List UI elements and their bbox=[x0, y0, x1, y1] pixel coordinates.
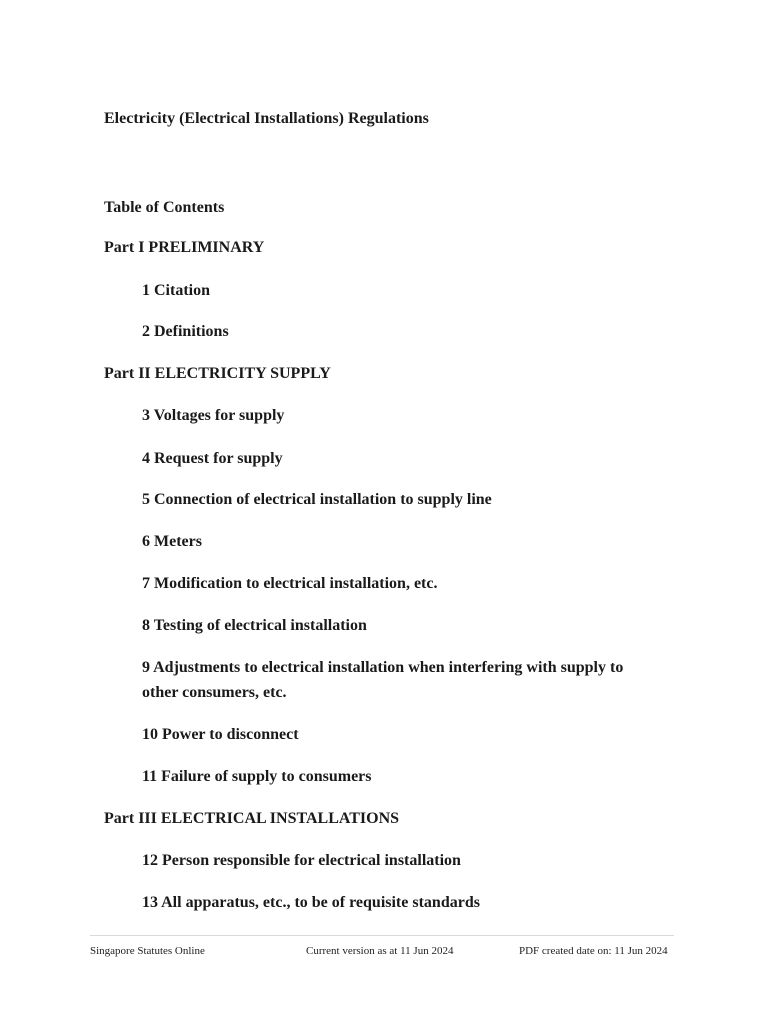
toc-part-heading[interactable]: Part III ELECTRICAL INSTALLATIONS bbox=[104, 810, 400, 827]
toc-section-entry[interactable]: 12 Person responsible for electrical installation bbox=[142, 852, 461, 869]
toc-section-entry[interactable]: 4 Request for supply bbox=[142, 450, 283, 467]
document-title: Electricity (Electrical Installations) Regulations bbox=[104, 110, 429, 127]
toc-section-entry[interactable]: 5 Connection of electrical installation to supply line bbox=[142, 491, 492, 508]
toc-section-entry[interactable]: 13 All apparatus, etc., to be of requisite standards bbox=[142, 894, 480, 911]
toc-section-entry[interactable]: 10 Power to disconnect bbox=[142, 726, 299, 743]
toc-section-entry[interactable]: 2 Definitions bbox=[142, 323, 229, 340]
toc-section-entry[interactable]: 7 Modification to electrical installation, etc. bbox=[142, 575, 438, 592]
toc-section-entry[interactable]: 8 Testing of electrical installation bbox=[142, 617, 367, 634]
toc-section-entry[interactable]: 3 Voltages for supply bbox=[142, 407, 285, 424]
toc-section-entry[interactable]: 1 Citation bbox=[142, 282, 210, 299]
toc-part-heading[interactable]: Part II ELECTRICITY SUPPLY bbox=[104, 365, 331, 382]
footer-created-date: PDF created date on: 11 Jun 2024 bbox=[519, 945, 668, 957]
footer-divider bbox=[90, 935, 674, 936]
toc-section-entry[interactable]: 6 Meters bbox=[142, 533, 202, 550]
footer-version: Current version as at 11 Jun 2024 bbox=[306, 945, 454, 957]
toc-part-heading[interactable]: Part I PRELIMINARY bbox=[104, 239, 265, 256]
toc-section-entry[interactable]: 9 Adjustments to electrical installation when interfering with supply to other consumers, etc. bbox=[142, 659, 624, 701]
footer-source: Singapore Statutes Online bbox=[90, 945, 205, 957]
toc-heading: Table of Contents bbox=[104, 199, 225, 216]
toc-section-entry[interactable]: 11 Failure of supply to consumers bbox=[142, 768, 372, 785]
